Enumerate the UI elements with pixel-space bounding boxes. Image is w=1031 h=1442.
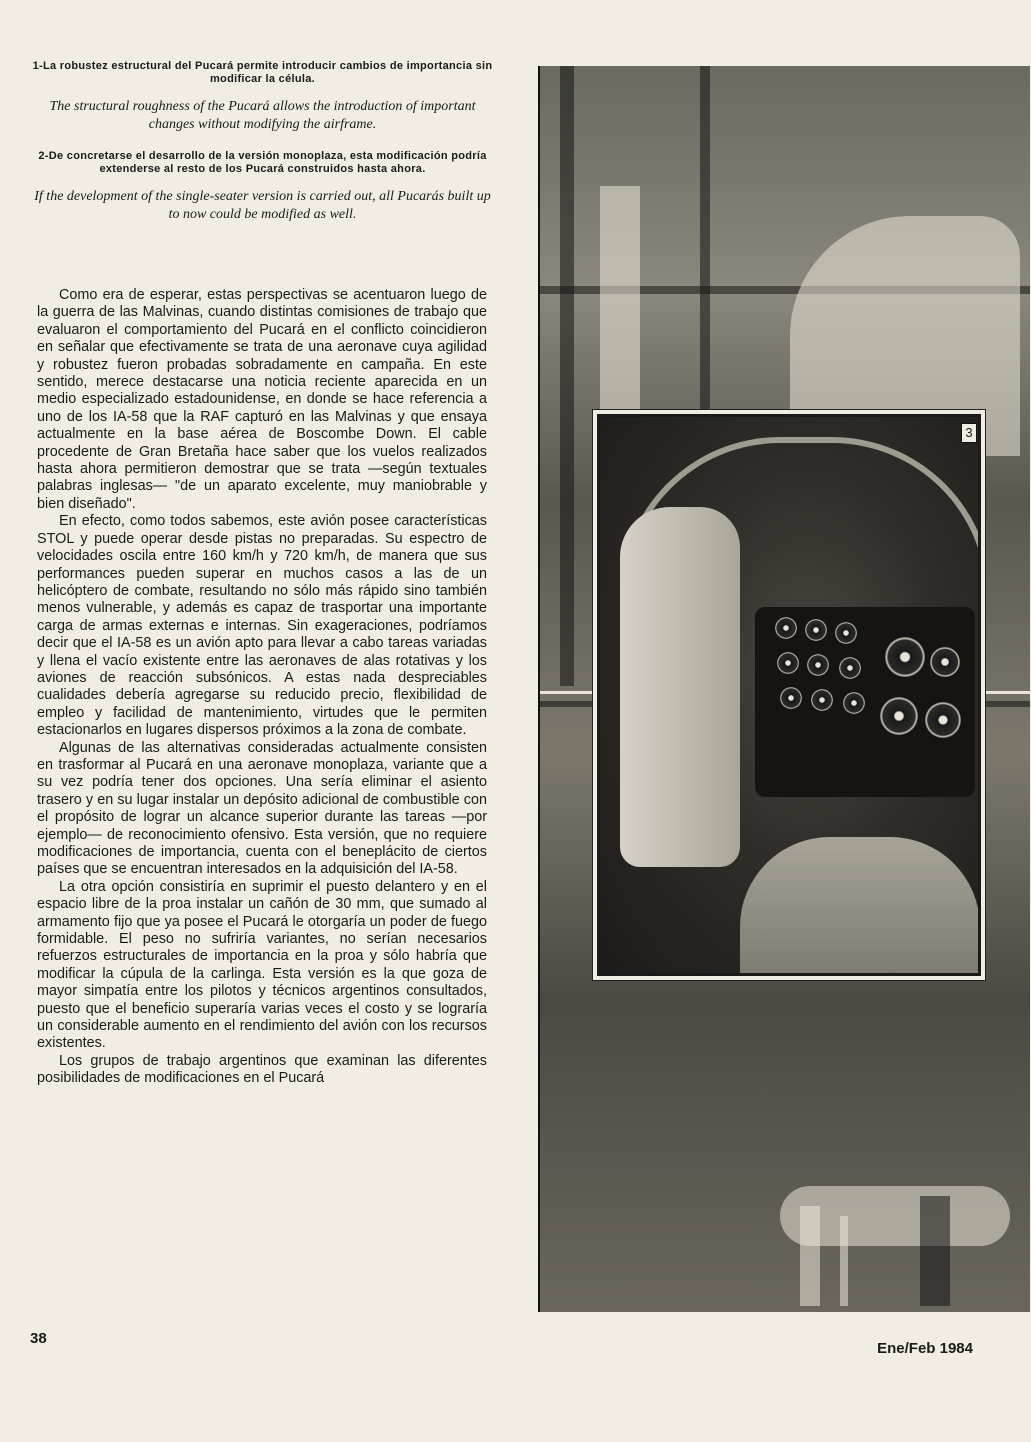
page-number: 38 — [30, 1330, 47, 1347]
issue-date: Ene/Feb 1984 — [877, 1340, 973, 1357]
caption-1-spanish: 1-La robustez estructural del Pucará permite introducir cambios de importancia sin modificar la célula. — [32, 60, 493, 85]
cockpit-photo — [597, 414, 981, 976]
caption-2-english: If the development of the single-seater version is carried out, all Pucarás built up to now could be modified as well. — [34, 189, 491, 222]
instrument-panel — [755, 607, 975, 797]
article-paragraph: Algunas de las alternativas consideradas actualmente consisten en trasformar al Pucará en una aeronave monoplaza, variante que a su vez podría tener dos opciones. Una sería eliminar el asiento trasero y en su lugar instalar un depósito adicional de combustible con el propósito de lograr un alcance superior durante las tareas —por ejemplo— de reconocimiento ofensivo. Esta versión, que no requiere modificaciones de importancia, cuenta con el beneplácito de ciertos países que se encuentran interesados en la adquisición del IA-58. — [37, 739, 487, 878]
pilot-knee — [740, 837, 980, 976]
article-paragraph: En efecto, como todos sabemos, este avión posee características STOL y puede operar desde pistas no preparadas. Su espectro de velocidades oscila entre 160 km/h y 720 km/h, de manera que sus performances pueden superar en muchos casos a las de un helicóptero de combate, resultando no sólo más rápido sino también menos vulnerable, y además es capaz de trasportar una importante carga de armas externas e internas. Sin exageraciones, podríamos decir que el IA-58 es un avión apto para llevar a cabo tareas variadas y llena el vacío existente entre las aeronaves de alas rotativas y los aviones de reacción subsónicos. A estas nada despreciables cualidades debería agregarse su reducido precio, flexibilidad de empleo y facilidad de mantenimiento, virtudes que le permiten estacionarlos en lugares dispersos próximos a la zona de combate. — [37, 513, 487, 739]
figure-number-badge: 3 — [961, 423, 977, 443]
article-paragraph: La otra opción consistiría en suprimir el puesto delantero y en el espacio libre de la proa instalar un cañón de 30 mm, que sumado al armamento fijo que ya posee el Pucará le otorgaría un poder de fuego formidable. El peso no sufriría variantes, no serían necesarios refuerzos estructurales de importancia en la proa y sólo habría que modificar la cúpula de la carlinga. Esta versión es la que goza de mayor simpatía entre los pilotos y técnicos argentinos consultados, puesto que el beneficio superaría varias veces el costo y se lograría un considerable aumento en el rendimiento del avión con los recursos existentes. — [37, 878, 487, 1052]
pilot-figure — [620, 507, 740, 867]
photo-captions — [30, 60, 495, 240]
article-body — [37, 287, 487, 1088]
article-paragraph: Los grupos de trabajo argentinos que examinan las diferentes posibilidades de modificaciones en el Pucará — [37, 1052, 487, 1087]
caption-1-english: The structural roughness of the Pucará allows the introduction of important changes without modifying the airframe. — [49, 99, 476, 132]
caption-2-spanish: 2-De concretarse el desarrollo de la versión monoplaza, esta modificación podría extenderse al resto de los Pucará construidos hasta ahora. — [38, 150, 487, 175]
article-paragraph: Como era de esperar, estas perspectivas se acentuaron luego de la guerra de las Malvinas, cuando distintas comisiones de trabajo que evaluaron el comportamiento del Pucará en el conflicto coincidieron en señalar que efectivamente se trata de una aeronave cuya agilidad y robustez fueron probadas sobradamente en campaña. En este sentido, merece destacarse una noticia reciente aparecida en un medio especializado estadounidense, en donde se hace referencia a uno de los IA-58 que la RAF capturó en las Malvinas y que ensaya actualmente en la base aérea de Boscombe Down. El cable procedente de Gran Bretaña hace saber que los vuelos realizados hasta ahora permitieron demostrar que se trata —según textuales palabras inglesas— "de un aparato excelente, muy maniobrable y bien diseñado". — [37, 287, 487, 512]
